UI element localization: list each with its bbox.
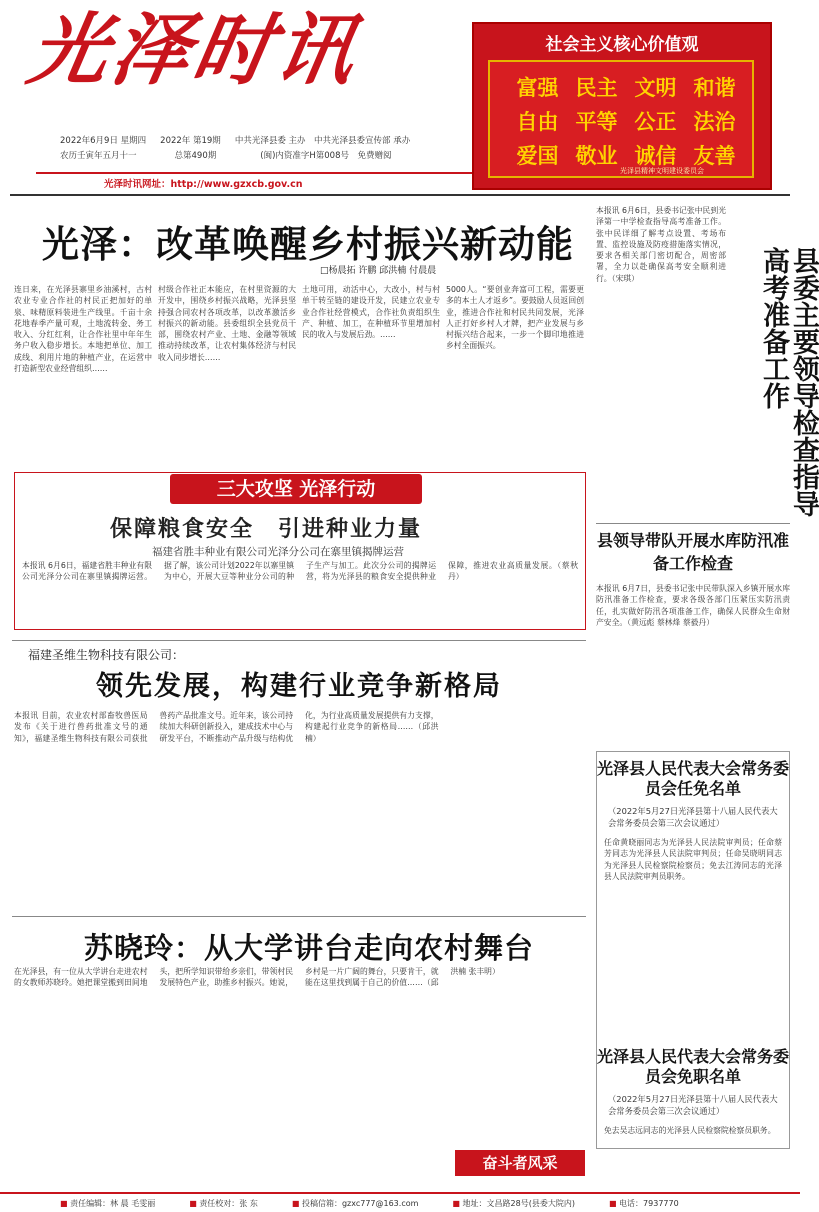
issue-date: 2022年6月9日 星期四	[60, 136, 147, 146]
core-value: 富强	[516, 76, 559, 100]
su-body: 在光泽县，有一位从大学讲台走进农村的女教师苏晓玲。她把课堂搬到田间地头，把所学知识带给乡亲们，带领村民发展特色产业，助推乡村振兴。她说，乡村是一片广阔的舞台，只要肯干，就能在这里找到属于自己的价值……（邱洪楠 张丰明）	[14, 967, 500, 988]
page-footer	[0, 1192, 800, 1212]
su-headline[interactable]: 苏晓玲：从大学讲台走向农村舞台	[84, 931, 535, 965]
website-url[interactable]: 光泽时讯网址：http://www.gzxcb.gov.cn	[36, 172, 480, 188]
removals-note: （2022年5月27日光泽县第十八届人民代表大会常务委员会第三次会议通过）	[608, 1094, 778, 1116]
core-value: 文明	[634, 76, 677, 100]
issue-meta	[60, 134, 480, 164]
total-issue: 总第490期	[174, 151, 217, 161]
appointments-headline[interactable]: 光泽县人民代表大会常务委员会任免名单	[596, 759, 789, 798]
flood-headline[interactable]: 县领导带队开展水库防汛准备工作检查	[596, 531, 789, 573]
lunar-date: 农历壬寅年五月十一	[60, 151, 137, 161]
section-divider	[12, 640, 586, 641]
core-value: 公正	[634, 110, 677, 134]
core-value: 法治	[693, 110, 736, 134]
core-value: 诚信	[634, 144, 677, 168]
footer-address: ■ 地址：文昌路28号(县委大院内)	[452, 1198, 575, 1212]
flood-body: 本报讯 6月7日，县委书记张中民带队深入乡镇开展水库防汛准备工作检查，要求各级各部门压紧压实防汛责任，扎实做好防汛各项准备工作，确保人民群众生命财产安全。（黄远彪 蔡林烽 蔡毅丹）	[596, 584, 790, 627]
core-value: 友善	[693, 144, 736, 168]
masthead	[0, 0, 800, 196]
core-value: 平等	[575, 110, 618, 134]
appointments-body: 任命黄晓丽同志为光泽县人民法院审判员；任命蔡芳同志为光泽县人民法院审判员；任命吴晓明同志为光泽县人民检察院检察员；免去江涛同志的光泽县人民法院审判员职务。	[604, 838, 782, 881]
inspect-headline[interactable]: 县委主要领导检查指导高考准备工作	[758, 247, 819, 517]
issue-number: 2022年 第19期	[160, 136, 221, 146]
core-value: 和谐	[693, 76, 736, 100]
core-values-title: 社会主义核心价值观	[545, 35, 699, 55]
masthead-divider	[10, 194, 790, 196]
core-value: 自由	[516, 110, 559, 134]
core-value: 爱国	[516, 144, 559, 168]
grain-headline[interactable]: 保障粮食安全 引进种业力量	[110, 517, 423, 542]
section-divider	[596, 523, 790, 524]
column-badge: 奋斗者风采	[455, 1150, 585, 1176]
core-value: 敬业	[575, 144, 618, 168]
newspaper-logo: 光泽时讯	[22, 5, 367, 96]
lead-column-3: 土地可用，动活中心，大改小，村与村单干转至链的建设开发，民建立农业专业合作社经营模式，合作社负责组织生产、种植、加工，在种植环节里增加村民的收入与发展后劲。……	[302, 285, 440, 340]
core-values-footer: 光泽县精神文明建设委员会	[620, 167, 704, 175]
footer-editor: ■ 责任编辑：林 晨 毛雯丽	[60, 1198, 155, 1212]
appointments-note: （2022年5月27日光泽县第十八届人民代表大会常务委员会第三次会议通过）	[608, 806, 778, 828]
footer-email[interactable]: ■ 投稿信箱：gzxc777@163.com	[292, 1198, 419, 1212]
lead-column-4: 5000人。“要创业奔富可工程，需要更多的本土人才返乡”。要鼓励人员返回创业，推进合作社和村民共同发展，光泽人正打好乡村人才牌，把产业发展与乡村振兴结合起来，一步一个脚印地推进乡村全面振兴。	[446, 285, 584, 351]
footer-phone: ■ 电话：7937770	[609, 1198, 679, 1212]
company-body: 本报讯 目前，农业农村部畜牧兽医局发布《关于进行兽药批准文号的通知》，福建圣维生物科技有限公司获批兽药产品批准文号。近年来，该公司持续加大科研创新投入，建成技术中心与研发平台，不断推动产品升级与结构优化，为行业高质量发展提供有力支撑，构建起行业竞争的新格局……（邱洪楠）	[14, 711, 439, 743]
core-value: 民主	[575, 76, 618, 100]
removals-headline[interactable]: 光泽县人民代表大会常务委员会免职名单	[596, 1047, 789, 1086]
core-values-grid	[508, 72, 744, 170]
lead-byline: □杨晨拓 许鹏 邱洪楠 付晨晨	[320, 266, 437, 276]
lead-column-1: 连日来，在光泽县寨里乡油溪村，古村农业专业合作社的村民正把加好的单泉、味精原料装进生产线里。千亩十余花地春季产量可观，土地流转金、务工收入、分红红利，让合作社里中年年生务户收入稳步增长。本地把单位、加工成线、利用片地的种植产业，在运营中打造新型农业经营组织……	[14, 285, 152, 374]
right-column	[596, 205, 819, 1190]
sponsor-info: 中共光泽县委 主办 中共光泽县委宣传部 承办	[234, 136, 411, 146]
grain-subheadline: 福建省胜丰种业有限公司光泽分公司在寨里镇揭牌运营	[152, 546, 404, 558]
lead-headline[interactable]: 光泽：改革唤醒乡村振兴新动能	[42, 222, 574, 266]
license-info: (闽)内资准字H第008号 免费赠阅	[260, 151, 392, 161]
core-values-box	[472, 22, 772, 190]
campaign-banner: 三大攻坚 光泽行动	[170, 474, 422, 504]
footer-proofreader: ■ 责任校对：张 东	[189, 1198, 258, 1212]
company-headline[interactable]: 领先发展，构建行业竞争新格局	[96, 671, 502, 702]
inspect-body: 本报讯 6月6日，县委书记张中民到光泽第一中学检查指导高考准备工作。张中民详细了解考点设置、考场布置、监控设施及防疫措施落实情况，要求各相关部门密切配合，周密部署，全力以赴确保高考安全顺利进行。（宋琪）	[596, 206, 726, 283]
lead-column-2: 村级合作社正本能应，在村里资源的大开发中，围绕乡村振兴战略，光泽县坚持强合同农村各项改革，以改革激活乡村振兴的新动能。县委组织全县党员干部，围绕农村产业、土地、金融等领域推动持续改革，让农村集体经济与村民收入同步增长……	[158, 285, 296, 362]
removals-body: 免去吴志远同志的光泽县人民检察院检察员职务。	[604, 1126, 776, 1135]
core-values-panel	[488, 60, 754, 178]
company-label: 福建圣维生物科技有限公司：	[28, 648, 185, 662]
grain-body: 本报讯 6月6日，福建省胜丰种业有限公司光泽分公司在寨里镇揭牌运营。据了解，该公司计划2022年以寨里镇为中心，开展大豆等种业分公司的种子生产与加工。此次分公司的揭牌运营，将为光泽县的粮食安全提供种业保障，推进农业高质量发展。（蔡秋丹）	[22, 561, 578, 582]
section-divider	[12, 916, 586, 917]
